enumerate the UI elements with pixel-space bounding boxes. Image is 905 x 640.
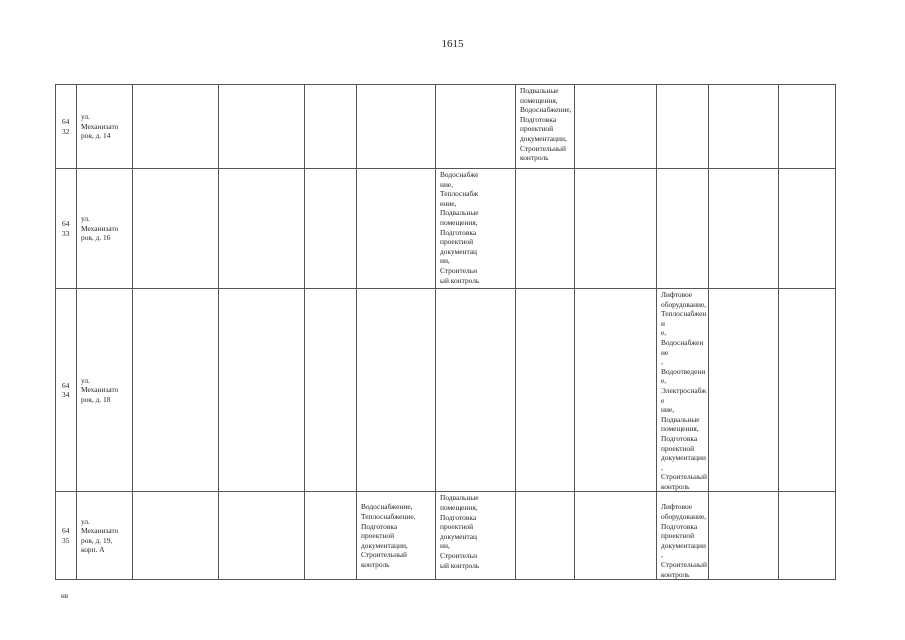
- page-number: 1615: [441, 38, 464, 50]
- row-number: 64 35: [56, 492, 77, 580]
- works-cell: [516, 492, 575, 580]
- table-row: [56, 492, 836, 580]
- works-cell: [657, 169, 709, 289]
- row-number: 64 33: [56, 169, 77, 289]
- address-cell: ул. Механизато ров, д. 18: [77, 289, 133, 492]
- works-cell: [357, 85, 436, 169]
- table-row: [56, 169, 836, 289]
- works-cell: [436, 289, 516, 492]
- works-cell: [357, 169, 436, 289]
- works-table: [55, 84, 836, 580]
- footer-mark: нв: [61, 592, 69, 600]
- works-cell: [516, 169, 575, 289]
- works-cell: Лифтовое оборудование, Подготовка проектной документации, Строительный контроль: [657, 492, 709, 580]
- works-cell: Подвальные помещения, Водоснабжение, Подготовка проектной документации, Строительный контроль: [516, 85, 575, 169]
- address-cell: ул. Механизато ров, д. 14: [77, 85, 133, 169]
- works-cell: [516, 289, 575, 492]
- works-cell: [357, 289, 436, 492]
- row-number: 64 34: [56, 289, 77, 492]
- table-row: [56, 289, 836, 492]
- table-row: [56, 85, 836, 169]
- works-cell: [657, 85, 709, 169]
- row-number: 64 32: [56, 85, 77, 169]
- address-cell: ул. Механизато ров, д. 19, корп. А: [77, 492, 133, 580]
- works-cell: Лифтовое оборудование, Теплоснабжени е, Водоснабжение , Водоотведение, Электроснабже ние, Подвальные помещения, Подготовка проектной документации, Строительный контроль: [657, 289, 709, 492]
- address-cell: ул. Механизато ров, д. 16: [77, 169, 133, 289]
- works-cell: Подвальные помещения, Подготовка проектной документац ии, Строительн ый контроль: [436, 492, 516, 580]
- works-cell: Водоснабжение, Теплоснабжение, Подготовка проектной документации, Строительный контроль: [357, 492, 436, 580]
- works-cell: [436, 85, 516, 169]
- works-cell: Водоснабже ние, Теплоснабж ение, Подвальные помещения, Подготовка проектной документац ии, Строительн ый контроль: [436, 169, 516, 289]
